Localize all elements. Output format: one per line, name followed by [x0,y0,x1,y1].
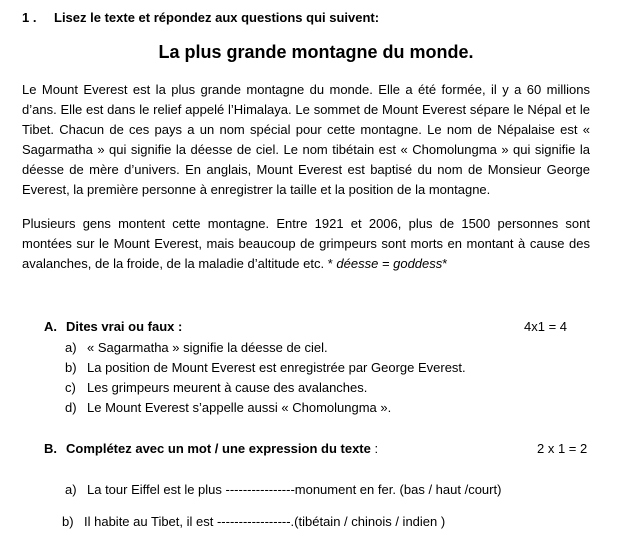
page-title: La plus grande montagne du monde. [158,42,474,62]
item-label: d) [65,400,77,415]
section-a-letter: A. [44,319,57,334]
item-label: a) [65,340,77,355]
question-number: 1 . [22,10,37,25]
section-b-item [65,482,501,497]
item-text: Les grimpeurs meurent à cause des avalanches. [87,380,368,395]
section-a-item [65,340,328,355]
section-a-item [65,360,466,375]
item-text: Le Mount Everest s’appelle aussi « Chomolungma ». [87,400,392,415]
section-a-heading [44,319,182,334]
paragraph-2-star: * [442,256,448,271]
section-b-title: Complétez avec un mot / une expression du texte [66,441,371,456]
section-a-title: Dites vrai ou faux : [66,319,183,334]
item-label: a) [65,482,77,497]
section-a-score: 4x1 = 4 [524,319,568,334]
item-label: b) [65,360,77,375]
item-label: c) [65,380,76,395]
section-a-item [65,380,367,395]
paragraph-2-gloss: déesse = goddess [336,256,443,271]
item-text: La position de Mount Everest est enregistrée par George Everest. [87,360,466,375]
section-b-letter: B. [44,441,57,456]
section-a-item [65,400,391,415]
paragraph-2 [22,214,590,274]
section-b-score: 2 x 1 = 2 [537,441,588,456]
item-label: b) [62,514,74,529]
item-text: « Sagarmatha » signifie la déesse de ciel. [87,340,328,355]
paragraph-1: Le Mount Everest est la plus grande montagne du monde. Elle a été formée, il y a 60 millions d’ans. Elle est dans le relief appelé l’Himalaya. Le sommet de Mount Everest sépare le Népal et le Tibet. Chacun de ces pays a un nom spécial pour cette montagne. Le nom de Népalaise est « Sagarmatha » qui signifie la déesse de ciel. Le nom tibétain est « Chomolungma » qui signifie la déesse de mère d’univers. En anglais, Mount Everest est baptisé du nom de Monsieur George Everest, la première personne à enregistrer la taille et la position de la montagne. [22,82,590,197]
question-instruction: Lisez le texte et répondez aux questions qui suivent: [54,10,380,25]
question-header [22,10,379,25]
section-b-heading [44,441,378,456]
section-b-colon: : [370,441,379,456]
item-text: Il habite au Tibet, il est -----------------.(tibétain / chinois / indien ) [84,514,446,529]
paragraph-2-text: Plusieurs gens montent cette montagne. Entre 1921 et 2006, plus de 1500 personnes sont montées sur le Mount Everest, mais beaucoup de grimpeurs sont morts en montant à cause des avalanches, de la froide, de la maladie d’altitude etc. * [22,216,590,271]
item-text: La tour Eiffel est le plus ----------------monument en fer. (bas / haut /court) [87,482,502,497]
section-b-item [62,514,445,529]
